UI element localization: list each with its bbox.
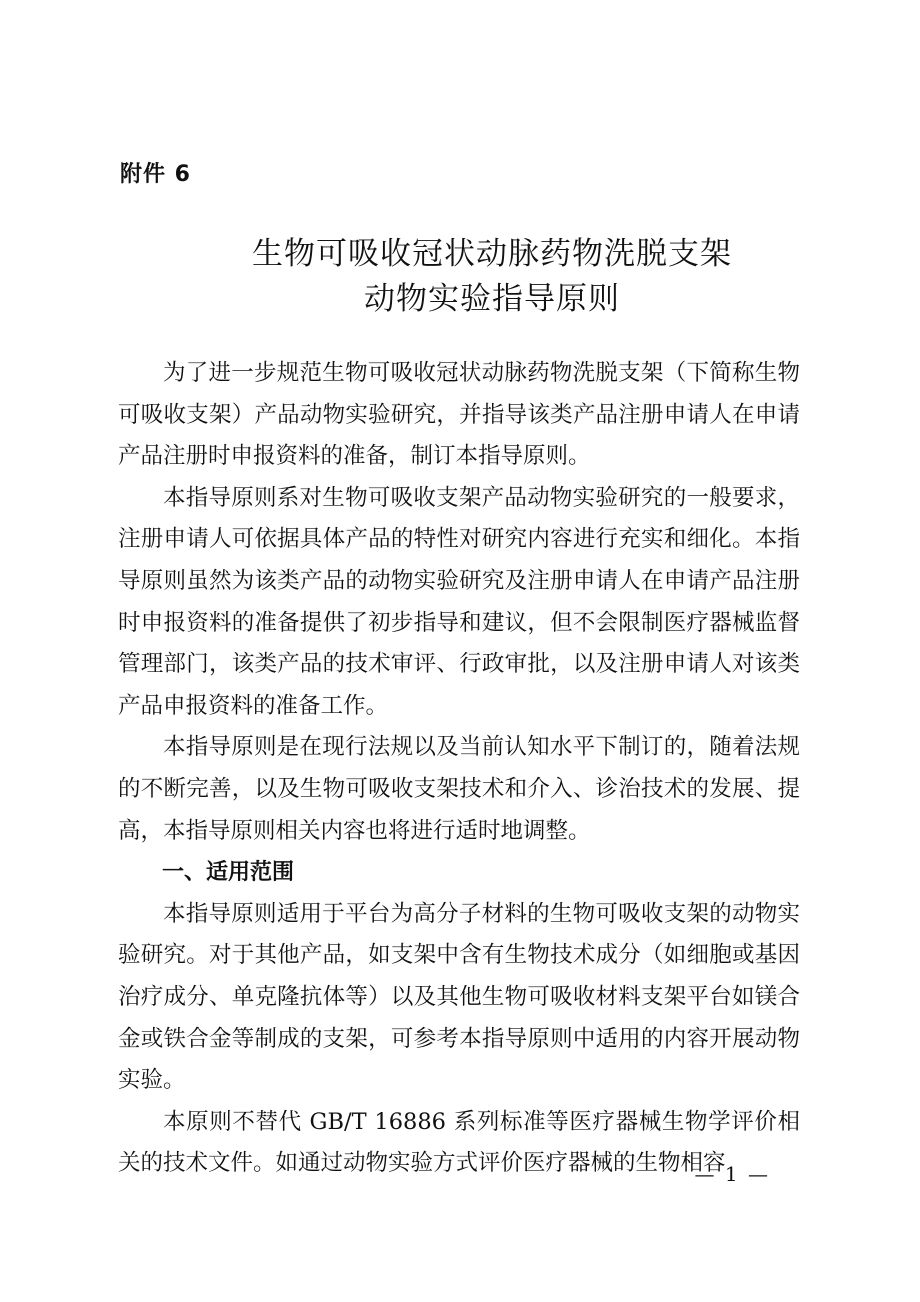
- paragraph-standards-note: 本原则不替代 GB/T 16886 系列标准等医疗器械生物学评价相关的技术文件。如通过动物实验方式评价医疗器械的生物相容: [118, 1108, 800, 1177]
- section-heading-applicability: 一、适用范围: [162, 860, 295, 886]
- document-body: [118, 353, 800, 1185]
- document-title-line-1: 生物可吸收冠状动脉药物洗脱支架: [252, 236, 732, 272]
- attachment-label: 附件 6: [120, 162, 191, 187]
- document-title-line-2: 动物实验指导原则: [364, 281, 620, 317]
- page-number: — 1 —: [694, 1162, 770, 1186]
- paragraph-applicability: 本指导原则适用于平台为高分子材料的生物可吸收支架的动物实验研究。对于其他产品，如支架中含有生物技术成分（如细胞或基因治疗成分、单克隆抗体等）以及其他生物可吸收材料支架平台如镁合金或铁合金等制成的支架，可参考本指导原则中适用的内容开展动物实验。: [118, 900, 800, 1094]
- paragraph-intro-scope-note: 本指导原则系对生物可吸收支架产品动物实验研究的一般要求，注册申请人可依据具体产品的特性对研究内容进行充实和细化。本指导原则虽然为该类产品的动物实验研究及注册申请人在申请产品注册时申报资料的准备提供了初步指导和建议，但不会限制医疗器械监督管理部门，该类产品的技术审评、行政审批，以及注册申请人对该类产品申报资料的准备工作。: [118, 484, 800, 719]
- paragraph-intro-purpose: 为了进一步规范生物可吸收冠状动脉药物洗脱支架（下简称生物可吸收支架）产品动物实验研究，并指导该类产品注册申请人在申请产品注册时申报资料的准备，制订本指导原则。: [118, 360, 800, 470]
- paragraph-intro-revision: 本指导原则是在现行法规以及当前认知水平下制订的，随着法规的不断完善，以及生物可吸收支架技术和介入、诊治技术的发展、提高，本指导原则相关内容也将进行适时地调整。: [118, 734, 800, 844]
